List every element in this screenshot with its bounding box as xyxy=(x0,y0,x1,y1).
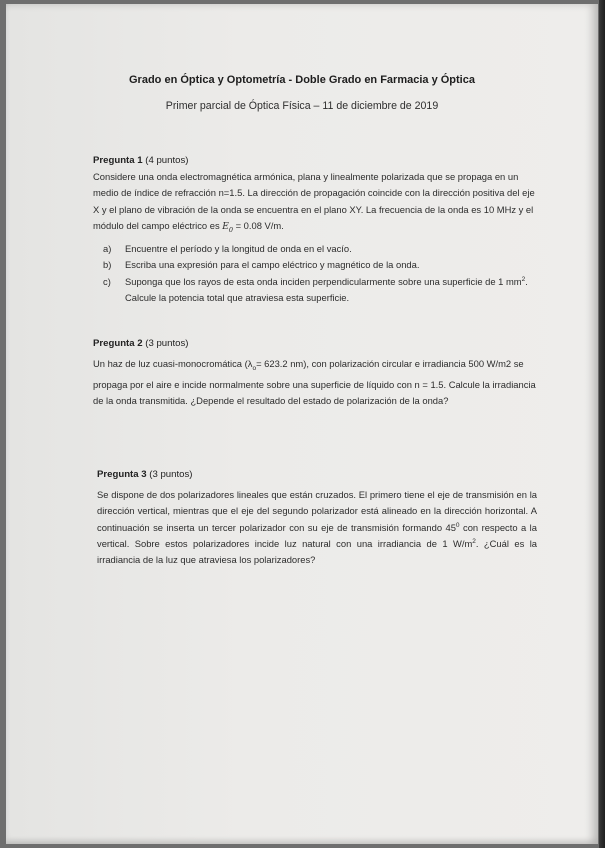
question-3-heading xyxy=(97,469,192,480)
field-symbol: $E_0$ xyxy=(222,221,233,234)
list-item: b) Escriba una expresión para el campo eléctrico y magnético de la onda. xyxy=(103,259,420,271)
list-item: a) Encuentre el período y la longitud de onda en el vacío. xyxy=(103,243,352,254)
question-1-points: (4 puntos) xyxy=(145,155,189,166)
desk-background-edge xyxy=(599,0,605,848)
question-3-label: Pregunta 3 xyxy=(97,469,147,480)
page-subtitle: Primer parcial de Óptica Física – 11 de diciembre de 2019 xyxy=(165,100,439,112)
question-2-statement: Un haz de luz cuasi-monocromática ($\lambda_o= 623.2$ nm), con polarización circular e irradiancia 500 W/m2 se propaga por el aire e incide normalmente sobre una superficie de líquido con n = 1.5. Calcule la irradiancia de la onda transmitida. ¿Depende el resultado del estado de polarización de la onda? xyxy=(93,358,536,407)
field-value: = 0.08 V/m. xyxy=(235,219,284,231)
question-3-statement: Se dispone de dos polarizadores lineales que están cruzados. El primero tiene el eje de transmisión en la dirección vertical, mientras que el eje del segundo polarizador está alineado en la dirección horizontal. A continuación se inserta un tercer polarizador con su eje de transmisión formando $45^0$ con respecto a la vertical. Sobre estos polarizadores incide luz natural con una irradiancia de 1 $W/m^2$. ¿Cuál es la irradiancia de la luz que atraviesa los polarizadores? xyxy=(97,489,537,566)
question-1-items xyxy=(103,241,535,306)
question-1-text: Considere una onda electromagnética armónica, plana y linealmente polarizada que se propaga en un medio de índice de refracción n=1.5. La dirección de propagación coincide con la dirección positiva del eje X y el plano de vibración de la onda se encuentra en el plano XY. La frecuencia de la onda es 10 MHz y el módulo del campo eléctrico es xyxy=(93,171,535,231)
question-1-heading xyxy=(93,155,188,166)
question-1-statement xyxy=(93,169,541,238)
question-2-label: Pregunta 2 xyxy=(93,338,143,349)
question-3-points: (3 puntos) xyxy=(149,469,193,480)
list-item: c) Suponga que los rayos de esta onda inciden perpendicularmente sobre una superficie de 1 $mm^2$. Calcule la potencia total que atraviesa esta superficie. xyxy=(103,275,528,303)
question-2-heading xyxy=(93,338,188,349)
question-1-label: Pregunta 1 xyxy=(93,155,143,166)
page-title: Grado en Óptica y Optometría - Doble Grado en Farmacia y Óptica xyxy=(129,74,475,86)
question-2-points: (3 puntos) xyxy=(145,338,189,349)
exam-page xyxy=(6,4,598,844)
